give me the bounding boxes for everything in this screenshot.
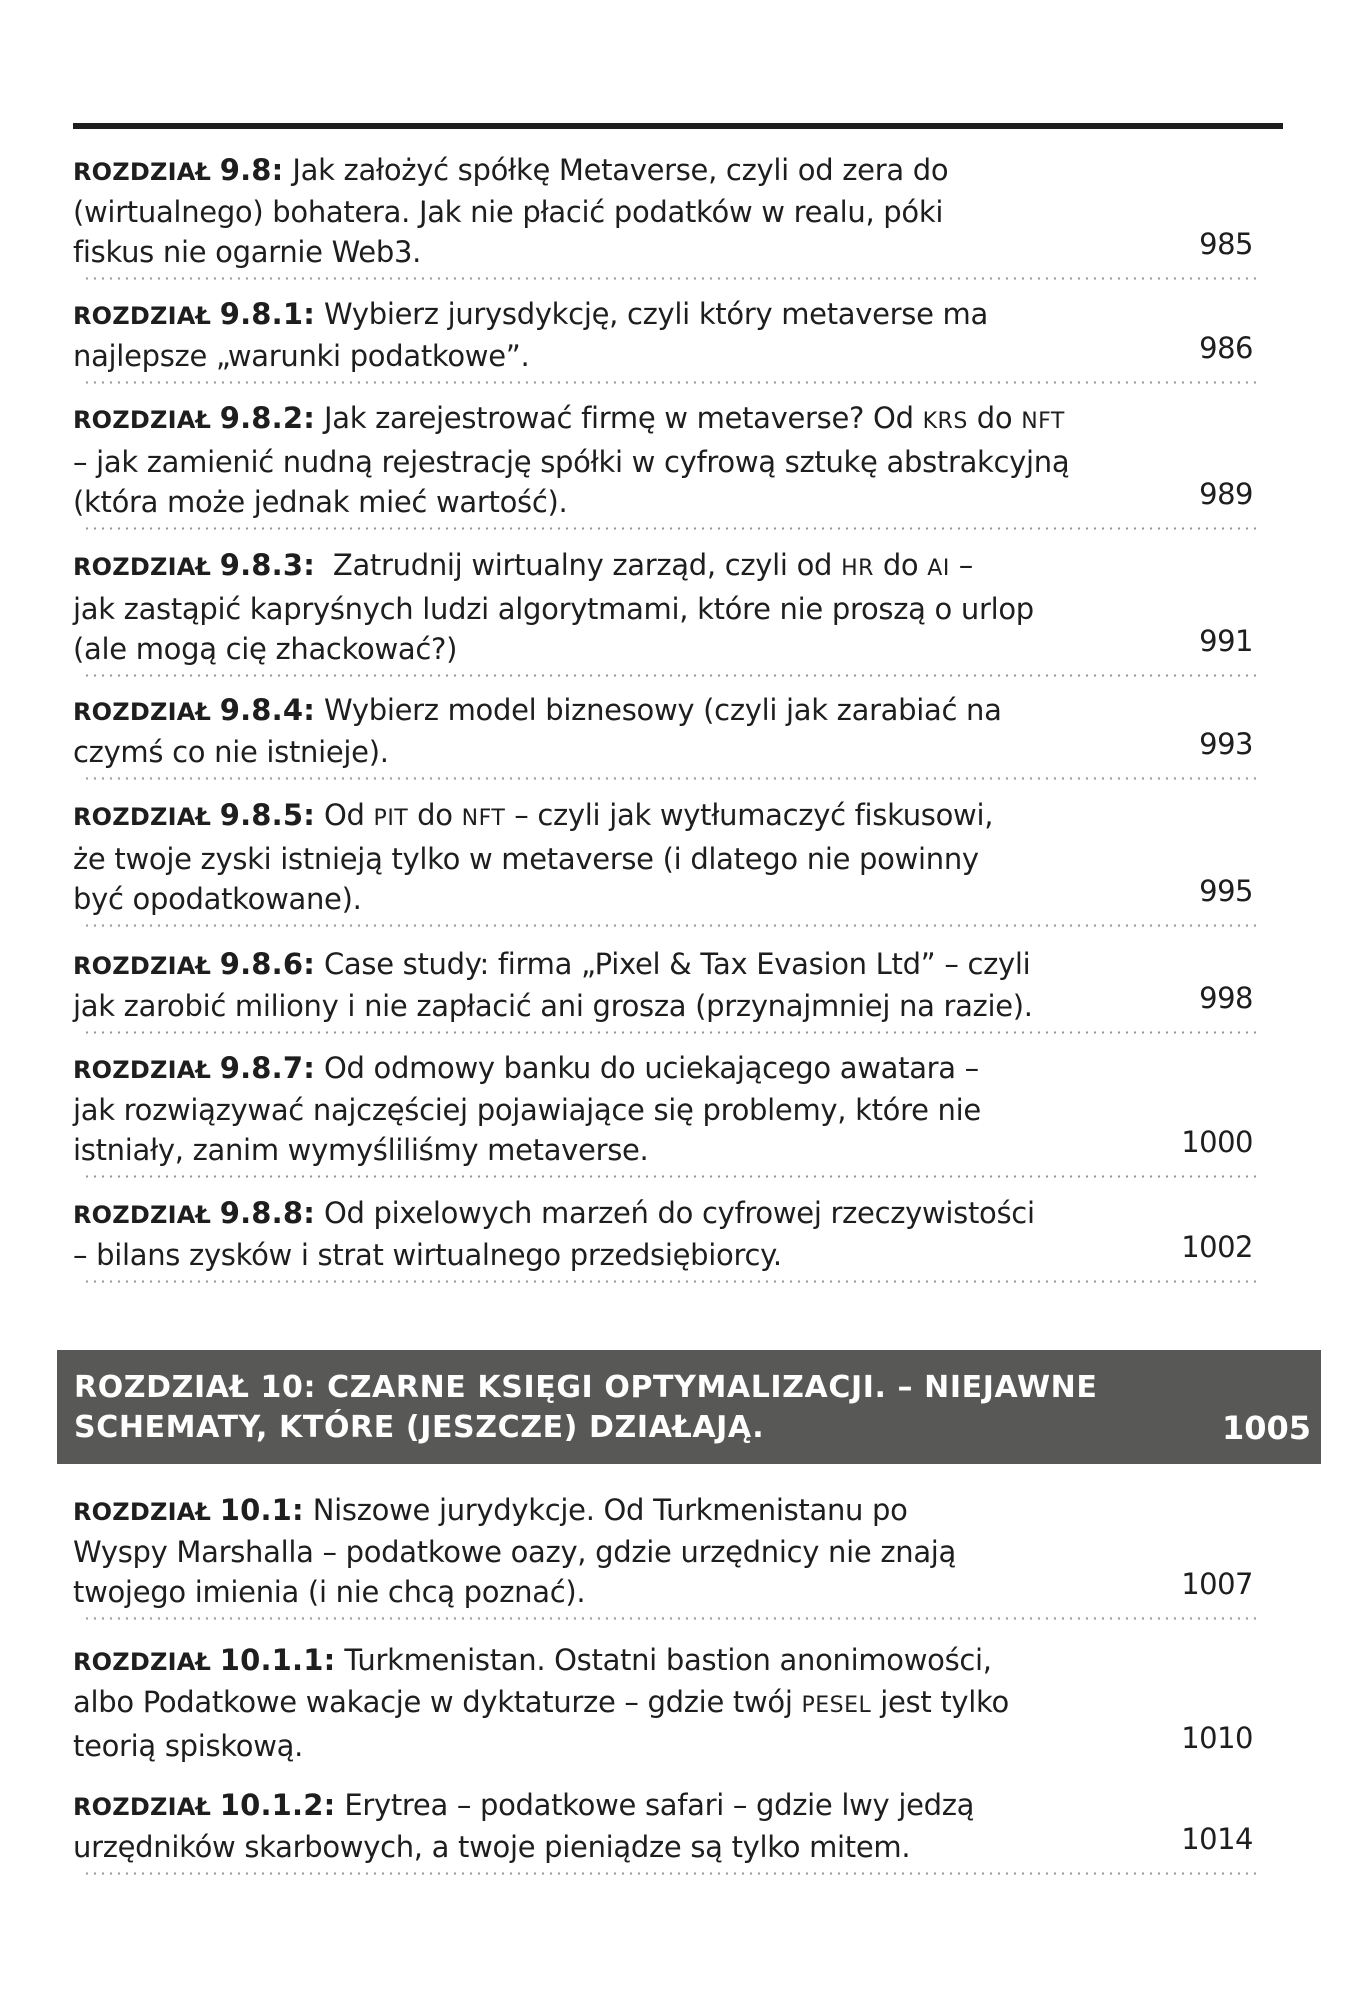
dotted-leader-line: [83, 1175, 1257, 1178]
page-number: 995: [1199, 874, 1253, 908]
page-number: 985: [1199, 227, 1253, 261]
chapter-label-word: ROZDZIAŁ: [73, 1793, 212, 1821]
dotted-leader-line: [83, 1280, 1257, 1283]
title-text: Jak założyć spółkę Metaverse, czyli od zera do: [283, 153, 949, 187]
title-text: najlepsze „warunki podatkowe”.: [73, 339, 530, 373]
page-number: 1007: [1181, 1567, 1253, 1601]
title-text: Niszowe jurydykcje. Od Turkmenistanu po: [303, 1493, 908, 1527]
chapter-number: 10.1.2:: [219, 1788, 336, 1822]
dotted-leader-line: [83, 1872, 1257, 1875]
chapter-label: [73, 153, 284, 187]
title-text: do: [967, 401, 1022, 435]
toc-entry-title: [73, 294, 1133, 376]
page-number: 1010: [1181, 1721, 1253, 1755]
page-number: 986: [1199, 331, 1253, 365]
page-number: 991: [1199, 624, 1253, 658]
chapter-number: 9.8.5:: [219, 798, 316, 832]
title-text: –: [949, 548, 973, 582]
chapter-number: 9.8.3:: [219, 548, 316, 582]
chapter-banner[interactable]: [57, 1350, 1321, 1464]
toc-entry-title: [73, 1193, 1133, 1275]
title-text: urzędników skarbowych, a twoje pieniądze są tylko mitem.: [73, 1830, 911, 1864]
title-text: Od pixelowych marzeń do cyfrowej rzeczywistości: [315, 1196, 1035, 1230]
title-text: (która może jednak mieć wartość).: [73, 485, 568, 519]
toc-entry[interactable]: [73, 1048, 1269, 1170]
title-text: albo Podatkowe wakacje w dyktaturze – gdzie twój: [73, 1685, 802, 1719]
title-text: czymś co nie istnieje).: [73, 735, 389, 769]
chapter-label: [73, 297, 316, 331]
chapter-label-word: ROZDZIAŁ: [73, 698, 212, 726]
chapter-number: 9.8.2:: [219, 401, 316, 435]
chapter-banner-title: [74, 1368, 1174, 1448]
chapter-banner-title-line2: SCHEMATY, KTÓRE (JESZCZE) DZIAŁAJĄ.: [74, 1410, 765, 1445]
toc-entry[interactable]: [73, 1193, 1269, 1275]
chapter-number: 9.8.6:: [219, 947, 316, 981]
toc-entry-title: [73, 545, 1133, 669]
title-text: – jak zamienić nudną rejestrację spółki w cyfrową sztukę abstrakcyjną: [73, 445, 1070, 479]
toc-entry-title: [73, 690, 1133, 772]
title-text: Zatrudnij wirtualny zarząd, czyli od: [315, 548, 842, 582]
dotted-leader-line: [83, 527, 1257, 530]
title-text: (ale mogą cię zhackować?): [73, 632, 458, 666]
title-text: istniały, zanim wymyśliliśmy metaverse.: [73, 1133, 649, 1167]
chapter-label-word: ROZDZIAŁ: [73, 1648, 212, 1676]
page-number: 1002: [1181, 1230, 1253, 1264]
acronym: PIT: [373, 806, 409, 831]
dotted-leader-line: [83, 924, 1257, 927]
acronym: KRS: [922, 409, 968, 434]
title-text: jak zarobić miliony i nie zapłacić ani grosza (przynajmniej na razie).: [73, 989, 1033, 1023]
title-text: Jak zarejestrować firmę w metaverse? Od: [315, 401, 923, 435]
dotted-leader-line: [83, 1031, 1257, 1034]
title-text: do: [408, 798, 462, 832]
title-text: Wyspy Marshalla – podatkowe oazy, gdzie urzędnicy nie znają: [73, 1535, 957, 1569]
chapter-label-word: ROZDZIAŁ: [73, 952, 212, 980]
toc-entry[interactable]: [73, 1785, 1269, 1867]
chapter-label: [73, 1196, 316, 1230]
toc-entry-title: [73, 398, 1133, 522]
chapter-number: 9.8:: [219, 153, 284, 187]
chapter-label: [73, 947, 316, 981]
chapter-label-word: ROZDZIAŁ: [73, 1498, 212, 1526]
chapter-number: 9.8.1:: [219, 297, 316, 331]
toc-entry[interactable]: [73, 1640, 1269, 1766]
toc-entry[interactable]: [73, 294, 1269, 376]
chapter-label: [73, 401, 316, 435]
toc-entry-title: [73, 150, 1133, 272]
top-rule: [73, 123, 1283, 129]
chapter-label: [73, 693, 316, 727]
toc-entry-title: [73, 1785, 1133, 1867]
chapter-number: 10.1:: [219, 1493, 304, 1527]
toc-entry-title: [73, 1048, 1133, 1170]
title-text: do: [873, 548, 928, 582]
dotted-leader-line: [83, 674, 1257, 677]
chapter-number: 9.8.7:: [219, 1051, 316, 1085]
title-text: Turkmenistan. Ostatni bastion anonimowości,: [335, 1643, 992, 1677]
chapter-label: [73, 1493, 304, 1527]
page-number: 993: [1199, 727, 1253, 761]
page-number: 1000: [1181, 1125, 1253, 1159]
chapter-number: 9.8.8:: [219, 1196, 316, 1230]
acronym: PESEL: [801, 1693, 872, 1718]
chapter-label-word: ROZDZIAŁ: [73, 302, 212, 330]
toc-entry-title: [73, 1490, 1133, 1612]
page-number: 998: [1199, 981, 1253, 1015]
title-text: być opodatkowane).: [73, 882, 362, 916]
dotted-leader-line: [83, 381, 1257, 384]
chapter-label-word: ROZDZIAŁ: [73, 1056, 212, 1084]
title-text: twojego imienia (i nie chcą poznać).: [73, 1575, 586, 1609]
title-text: jak zastąpić kapryśnych ludzi algorytmami, które nie proszą o urlop: [73, 592, 1034, 626]
page-number: 989: [1199, 477, 1253, 511]
chapter-label: [73, 1643, 336, 1677]
title-text: – czyli jak wytłumaczyć fiskusowi,: [505, 798, 994, 832]
toc-entry[interactable]: [73, 944, 1269, 1026]
chapter-label: [73, 548, 316, 582]
title-text: fiskus nie ogarnie Web3.: [73, 235, 422, 269]
acronym: HR: [841, 556, 874, 581]
dotted-leader-line: [83, 777, 1257, 780]
toc-entry[interactable]: [73, 545, 1269, 669]
dotted-leader-line: [83, 277, 1257, 280]
acronym: NFT: [461, 806, 506, 831]
title-text: Wybierz jurysdykcję, czyli który metaverse ma: [315, 297, 988, 331]
title-text: Od: [315, 798, 374, 832]
acronym: NFT: [1021, 409, 1065, 434]
toc-entry-title: [73, 944, 1133, 1026]
title-text: jest tylko: [871, 1685, 1009, 1719]
chapter-label: [73, 1051, 316, 1085]
toc-entry[interactable]: [73, 1490, 1269, 1612]
acronym: AI: [927, 556, 950, 581]
title-text: Erytrea – podatkowe safari – gdzie lwy jedzą: [335, 1788, 975, 1822]
title-text: teorią spiskową.: [73, 1729, 304, 1763]
title-text: – bilans zysków i strat wirtualnego przedsiębiorcy.: [73, 1238, 782, 1272]
toc-entry[interactable]: [73, 690, 1269, 772]
chapter-label-word: ROZDZIAŁ: [73, 1201, 212, 1229]
title-text: jak rozwiązywać najczęściej pojawiające się problemy, które nie: [73, 1093, 981, 1127]
chapter-number: 10.1.1:: [219, 1643, 336, 1677]
title-text: Od odmowy banku do uciekającego awatara –: [315, 1051, 979, 1085]
toc-entry[interactable]: [73, 398, 1269, 522]
title-text: że twoje zyski istnieją tylko w metaverse (i dlatego nie powinny: [73, 842, 979, 876]
title-text: Wybierz model biznesowy (czyli jak zarabiać na: [315, 693, 1002, 727]
toc-entry-title: [73, 795, 1133, 919]
chapter-label: [73, 1788, 336, 1822]
title-text: Case study: firma „Pixel & Tax Evasion Ltd” – czyli: [315, 947, 1031, 981]
chapter-label-word: ROZDZIAŁ: [73, 553, 212, 581]
chapter-label-word: ROZDZIAŁ: [73, 406, 212, 434]
toc-entry[interactable]: [73, 795, 1269, 919]
title-text: (wirtualnego) bohatera. Jak nie płacić podatków w realu, póki: [73, 195, 944, 229]
page-number: 1014: [1181, 1822, 1253, 1856]
chapter-label-word: ROZDZIAŁ: [73, 803, 212, 831]
chapter-number: 9.8.4:: [219, 693, 316, 727]
dotted-leader-line: [83, 1617, 1257, 1620]
chapter-label-word: ROZDZIAŁ: [73, 158, 212, 186]
chapter-banner-page-number: 1005: [1221, 1409, 1311, 1447]
toc-entry-title: [73, 1640, 1133, 1766]
chapter-label: [73, 798, 316, 832]
toc-entry[interactable]: [73, 150, 1269, 272]
chapter-banner-title-line1: ROZDZIAŁ 10: CZARNE KSIĘGI OPTYMALIZACJI. – NIEJAWNE: [74, 1370, 1098, 1405]
